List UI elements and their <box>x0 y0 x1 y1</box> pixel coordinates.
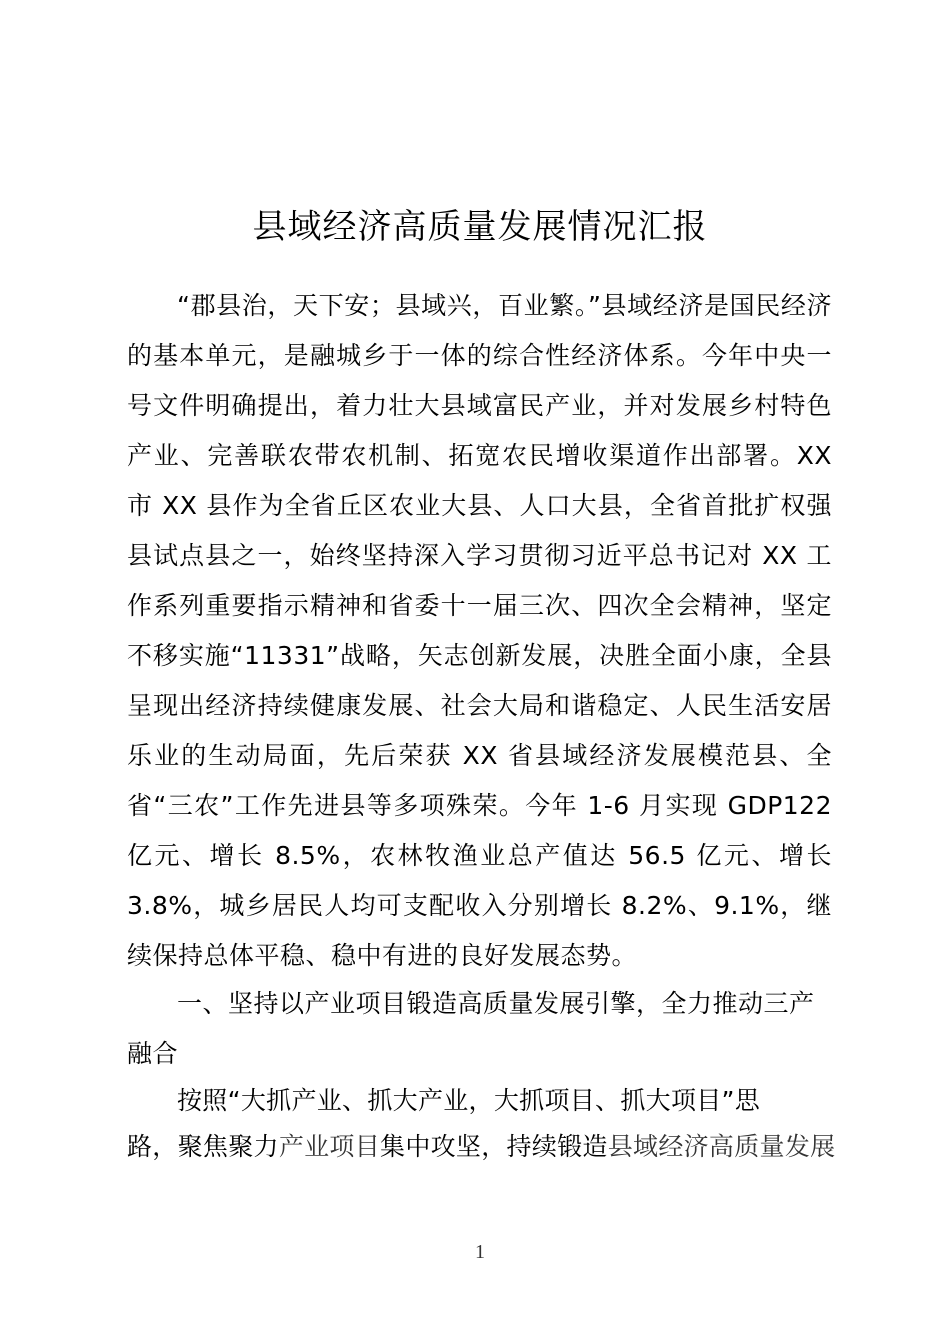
line2-part-a: 路，聚焦聚力 <box>127 1132 279 1161</box>
line2-part-c: 集中攻坚，持续锻造 <box>380 1132 608 1161</box>
section-paragraph <box>127 1078 837 1170</box>
section-heading: 一、坚持以产业项目锻造高质量发展引擎，全力推动三产融合 <box>127 989 815 1068</box>
section-paragraph-line-2 <box>127 1124 837 1170</box>
document-title: 县域经济高质量发展情况汇报 <box>252 206 708 247</box>
line2-part-d: 县域经济高质量发展 <box>607 1132 836 1161</box>
section-paragraph-line-1: 按照“大抓产业、抓大产业，大抓项目、抓大项目”思 <box>177 1086 761 1115</box>
page-number: 1 <box>475 1241 485 1263</box>
line2-part-b: 产业项目 <box>278 1132 381 1161</box>
intro-paragraph: “郡县治，天下安；县域兴，百业繁。”县域经济是国民经济的基本单元，是融城乡于一体的综合性经济体系。今年中央一号文件明确提出，着力壮大县域富民产业，并对发展乡村特色产业、完善联农带农机制、拓宽农民增收渠道作出部署。XX 市 XX 县作为全省丘区农业大县、人口大县，全省首批扩权强县试点县之一，始终坚持深入学习贯彻习近平总书记对 XX 工作系列重要指示精神和省委十一届三次、四次全会精神，坚定不移实施“11331”战略，矢志创新发展，决胜全面小康，全县呈现出经济持续健康发展、社会大局和谐稳定、人民生活安居乐业的生动局面，先后荣获 XX 省县域经济发展模范县、全省“三农”工作先进县等多项殊荣。今年 1-6 月实现 GDP122 亿元、增长 8.5%，农林牧渔业总产值达 56.5 亿元、增长 3.8%，城乡居民人均可支配收入分别增长 8.2%、9.1%，继续保持总体平稳、稳中有进的良好发展态势。 <box>127 291 832 970</box>
